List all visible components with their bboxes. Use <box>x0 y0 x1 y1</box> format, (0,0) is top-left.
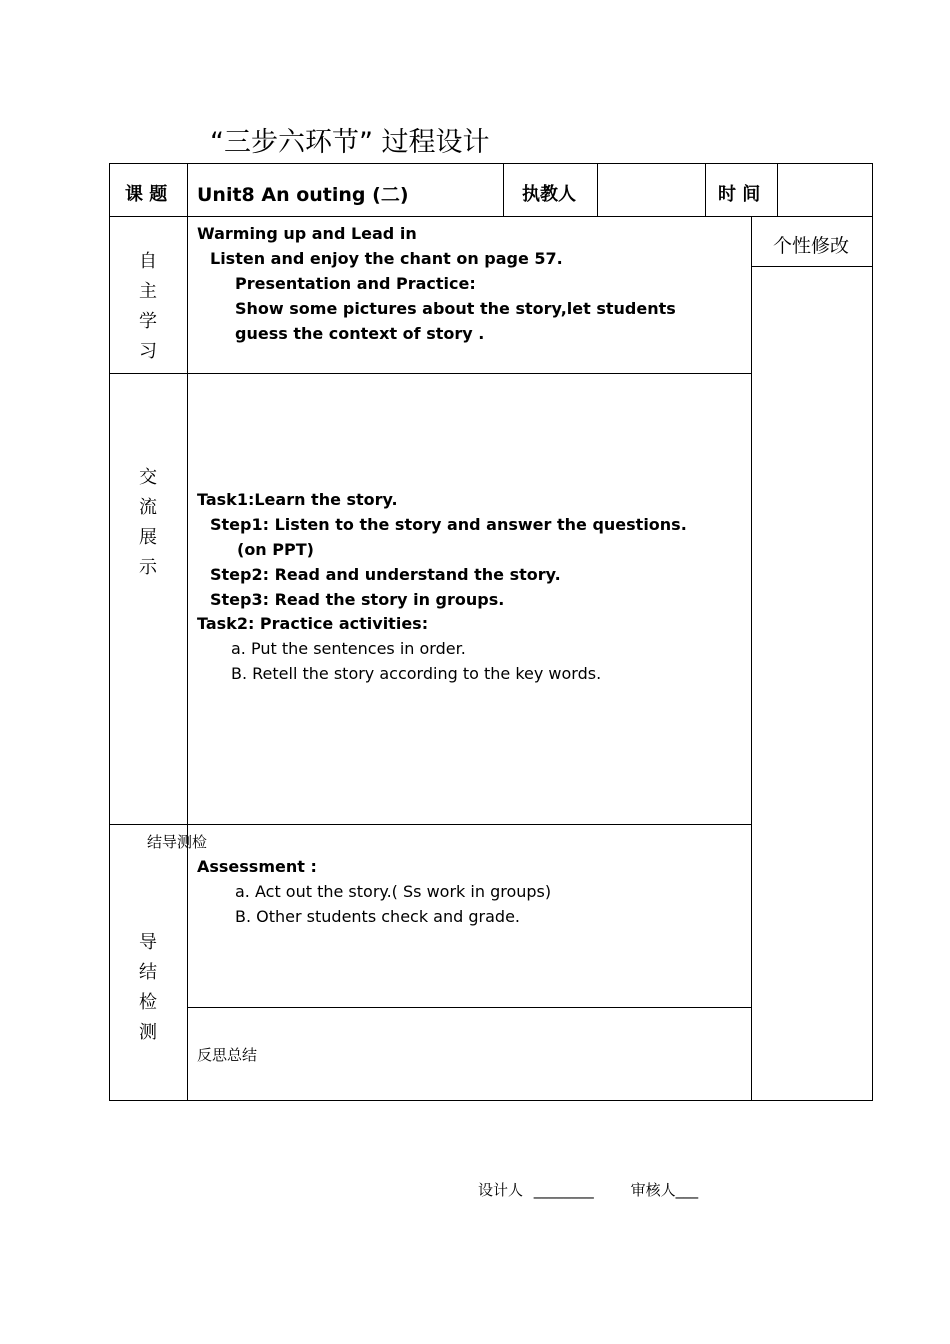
exchange-line-5: Step3: Read the story in groups. <box>210 590 505 609</box>
exchange-label: 交 流 展 示 <box>139 467 157 578</box>
exchange-line-3: (on PPT) <box>237 540 314 559</box>
topic-value: Unit8 An outing (二) <box>197 184 409 206</box>
exchange-line-1: Task1:Learn the story. <box>197 490 398 509</box>
exchange-line-7: a. Put the sentences in order. <box>231 639 466 658</box>
self-study-line-2: Listen and enjoy the chant on page 57. <box>210 249 563 268</box>
time-label: 时 间 <box>718 184 761 205</box>
teacher-label: 执教人 <box>522 184 576 205</box>
guide-line-2: a. Act out the story.( Ss work in groups) <box>235 882 552 901</box>
exchange-line-8: B. Retell the story according to the key words. <box>231 664 602 683</box>
self-study-line-5: guess the context of story . <box>235 324 485 343</box>
guide-line-1: Assessment : <box>197 857 317 876</box>
designer-label: 设计人 <box>478 1181 524 1199</box>
reflection-label: 反思总结 <box>197 1046 258 1064</box>
exchange-line-2: Step1: Listen to the story and answer the questions. <box>210 515 687 534</box>
page-title: “三步六环节” 过程设计 <box>210 127 490 158</box>
guide-small-label: 结导测检 <box>147 833 208 851</box>
side-column-label: 个性修改 <box>773 235 850 257</box>
guide-line-3: B. Other students check and grade. <box>235 907 520 926</box>
reviewer-label: 审核人 <box>630 1181 676 1199</box>
exchange-line-4: Step2: Read and understand the story. <box>210 565 561 584</box>
topic-label: 课 题 <box>125 184 168 205</box>
self-study-label: 自 主 学 习 <box>139 251 157 362</box>
self-study-line-3: Presentation and Practice: <box>235 274 476 293</box>
exchange-line-6: Task2: Practice activities: <box>197 614 429 633</box>
guide-label: 导 结 检 测 <box>139 932 157 1043</box>
self-study-line-1: Warming up and Lead in <box>197 224 417 243</box>
footer-signatures <box>478 1179 698 1200</box>
designer-blank: ________ <box>533 1181 594 1199</box>
self-study-line-4: Show some pictures about the story,let students <box>235 299 676 318</box>
reviewer-blank: ___ <box>675 1181 699 1199</box>
